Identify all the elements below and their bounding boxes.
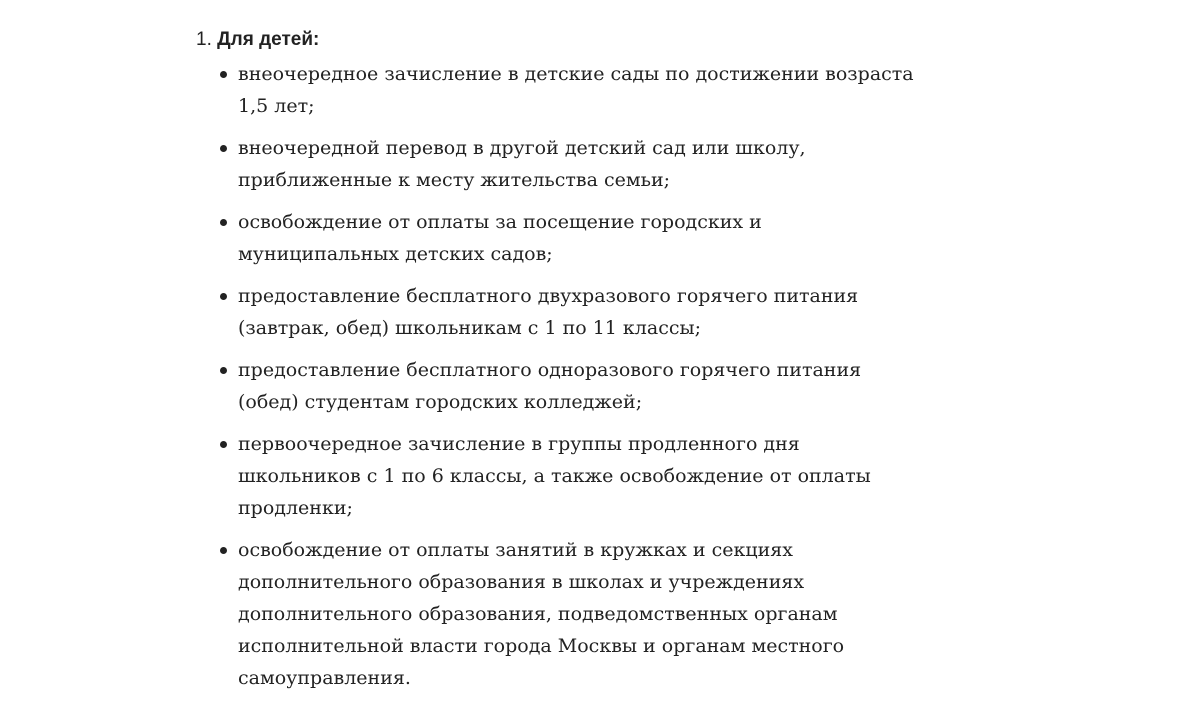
section-title: Для детей:: [217, 29, 320, 50]
list-item: [196, 534, 918, 694]
list-item: [196, 206, 918, 270]
section-number: 1.: [196, 29, 212, 50]
bullet-icon: [220, 293, 227, 300]
benefits-list: [196, 58, 956, 694]
section-heading: [196, 26, 956, 54]
list-item-text: внеочередной перевод в другой детский сад или школу, приближенные к месту жительства семьи;: [238, 137, 806, 191]
list-item: [196, 354, 918, 418]
bullet-icon: [220, 441, 227, 448]
list-item-text: предоставление бесплатного одноразового горячего питания (обед) студентам городских колледжей;: [238, 359, 862, 413]
list-item-text: первоочередное зачисление в группы продленного дня школьников с 1 по 6 классы, а также освобождение от оплаты продленки;: [238, 433, 871, 519]
list-item: [196, 428, 918, 524]
bullet-icon: [220, 367, 227, 374]
bullet-icon: [220, 145, 227, 152]
list-item-text: освобождение от оплаты занятий в кружках и секциях дополнительного образования в школах и учреждениях дополнительного образования, подведомственных органам исполнительной власти города Москвы и органам местного самоуправления.: [238, 539, 845, 689]
list-item: [196, 280, 918, 344]
list-item: [196, 58, 918, 122]
bullet-icon: [220, 547, 227, 554]
list-item: [196, 132, 918, 196]
list-item-text: предоставление бесплатного двухразового горячего питания (завтрак, обед) школьникам с 1 по 11 классы;: [238, 285, 859, 339]
list-item-text: освобождение от оплаты за посещение городских и муниципальных детских садов;: [238, 211, 762, 265]
article-body: [196, 26, 956, 704]
bullet-icon: [220, 71, 227, 78]
list-item-text: внеочередное зачисление в детские сады по достижении возраста 1,5 лет;: [238, 63, 914, 117]
bullet-icon: [220, 219, 227, 226]
